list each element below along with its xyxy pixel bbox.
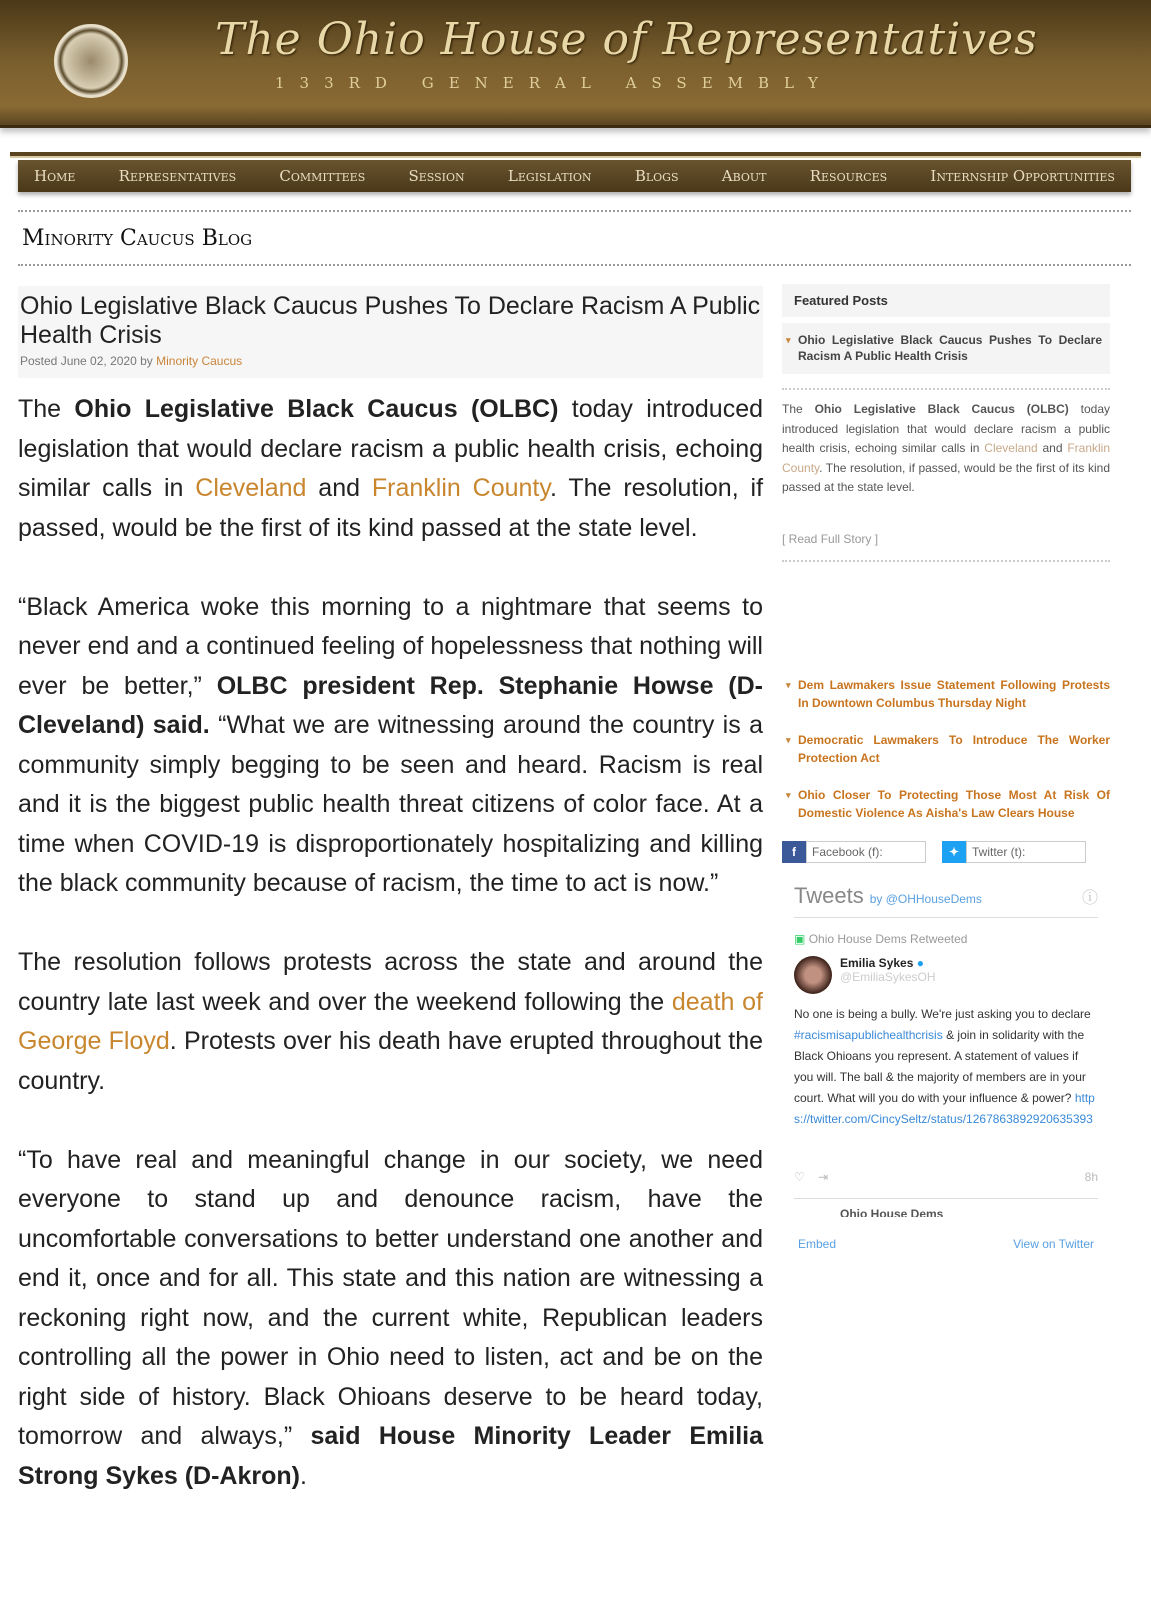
twitter-timeline <box>782 883 1110 1251</box>
tweet-url-link[interactable]: https://twitter.com/CincySeltz/status/1267863892920635393 <box>794 1090 1095 1126</box>
post-link[interactable]: ▾ Dem Lawmakers Issue Statement Following Protests In Downtown Columbus Thursday Night <box>782 676 1110 712</box>
read-full-story-link[interactable]: [ Read Full Story ] <box>782 532 1110 562</box>
tweets-by-link[interactable]: by @OHHouseDems <box>869 891 982 906</box>
article-header <box>18 286 763 378</box>
retweet-icon: ▣ <box>794 931 806 946</box>
sidebar <box>782 284 1110 1251</box>
site-header <box>0 0 1151 128</box>
social-links <box>782 841 1110 863</box>
article-title: Ohio Legislative Black Caucus Pushes To Declare Racism A Public Health Crisis <box>20 292 761 349</box>
nav-legislation[interactable]: Legislation <box>507 167 592 185</box>
tweet-author[interactable]: Emilia Sykes ● @EmiliaSykesOH <box>794 956 1098 994</box>
next-tweet-author: Ohio House Dems <box>840 1206 944 1217</box>
divider <box>10 152 1141 158</box>
nav-home[interactable]: Home <box>34 167 76 185</box>
main-nav <box>18 160 1131 192</box>
cleveland-link[interactable]: Cleveland <box>984 441 1038 455</box>
nav-resources[interactable]: Resources <box>809 167 888 185</box>
tweet-actions: ♡ ⇥ 8h <box>794 1170 1098 1199</box>
nav-blogs[interactable]: Blogs <box>634 167 679 185</box>
retweet-label: ▣ Ohio House Dems Retweeted <box>794 931 968 946</box>
post-meta: Posted June 02, 2020 by Minority Caucus <box>20 354 243 368</box>
twitter-button[interactable]: ✦ Twitter (t): <box>942 841 1086 863</box>
verified-icon: ● <box>916 955 924 970</box>
like-icon[interactable]: ♡ ⇥ <box>794 1169 829 1184</box>
paragraph: The resolution follows protests across the state and around the country late last week and over the weekend following the death of George Floyd. Protests over his death have erupted throughout the country. <box>18 948 764 1095</box>
nav-committees[interactable]: Committees <box>279 167 366 185</box>
view-on-twitter-link[interactable]: View on Twitter <box>1013 1236 1094 1251</box>
paragraph: “Black America woke this morning to a nightmare that seems to never end and a continued feeling of hopelessness that nothing will ever be better,” OLBC president Rep. Stephanie Howse (D-Cleveland) said. “What we are witnessing around the country is a community simply begging to be seen and heard. Racism is real and it is the biggest public health threat citizens of color face. At a time when COVID-19 is disproportionately hospitalizing and killing the black community because of racism, the time to act is now.” <box>18 592 763 897</box>
franklin-county-link[interactable]: Franklin County <box>371 474 551 502</box>
divider <box>18 264 1131 266</box>
ohio-seal-logo[interactable] <box>54 24 128 98</box>
site-subtitle: 133RD GENERAL ASSEMBLY <box>275 74 833 92</box>
author-link[interactable]: Minority Caucus <box>156 354 243 368</box>
paragraph: The Ohio Legislative Black Caucus (OLBC) today introduced legislation that would declare racism a public health crisis, echoing similar calls in Cleveland and Franklin County. The resolution, if passed, would be the first of its kind passed at the state level. <box>18 395 764 542</box>
share-icon: ⇥ <box>818 1169 829 1184</box>
nav-internship[interactable]: Internship Opportunities <box>930 167 1115 185</box>
facebook-button[interactable]: f Facebook (f): <box>782 841 926 863</box>
divider <box>18 210 1131 212</box>
cleveland-link[interactable]: Cleveland <box>195 474 307 502</box>
featured-posts-heading: Featured Posts <box>782 284 1110 317</box>
nav-session[interactable]: Session <box>408 167 465 185</box>
hashtag-link[interactable]: #racismisapublichealthcrisis <box>794 1027 943 1042</box>
nav-about[interactable]: About <box>721 167 767 185</box>
section-title: Minority Caucus Blog <box>22 226 253 251</box>
featured-excerpt: The Ohio Legislative Black Caucus (OLBC) today introduced legislation that would declare racism a public health crisis, echoing similar calls in Cleveland and Franklin County. The resolution, if passed, would be the first of its kind passed at the state level. <box>782 388 1110 498</box>
article-body <box>18 390 763 1536</box>
george-floyd-link[interactable]: death of George Floyd <box>18 987 763 1055</box>
tweets-heading: Tweets by @OHHouseDems ⓘ <box>794 883 1098 918</box>
info-icon[interactable]: ⓘ <box>1081 889 1098 907</box>
avatar[interactable] <box>794 956 832 994</box>
twitter-icon: ✦ <box>942 841 966 863</box>
paragraph: “To have real and meaningful change in our society, we need everyone to stand up and denounce racism, have the uncomfortable conversations to better understand one another and end it, once and for all. This state and this nation are witnessing a reckoning right now, and the current white, Republican leaders controlling all the power in Ohio need to listen, act and be on the right side of history. Black Ohioans deserve to be heard today, tomorrow and always,” said House Minority Leader Emilia Strong Sykes (D-Akron). <box>18 1145 763 1490</box>
post-link[interactable]: ▾ Ohio Closer To Protecting Those Most At Risk Of Domestic Violence As Aisha's Law Clears House <box>782 786 1110 822</box>
embed-link[interactable]: Embed <box>798 1236 837 1251</box>
facebook-icon: f <box>782 841 806 863</box>
franklin-county-link[interactable]: Franklin County <box>782 441 1110 475</box>
tweet-text: No one is being a bully. We're just asking you to declare #racismisapublichealthcrisis & join in solidarity with the Black Ohioans you represent. A statement of values if you will. The ball & the majority of members are in your court. What will you do with your influence & power? https://twitter.com/CincySeltz/status/1267863892920635393 <box>794 1006 1095 1126</box>
featured-post-link[interactable]: ▾ Ohio Legislative Black Caucus Pushes To Declare Racism A Public Health Crisis <box>782 323 1110 374</box>
site-title[interactable]: The Ohio House of Representatives <box>215 14 1038 65</box>
nav-representatives[interactable]: Representatives <box>118 167 237 185</box>
post-link[interactable]: ▾ Democratic Lawmakers To Introduce The Worker Protection Act <box>782 731 1110 767</box>
